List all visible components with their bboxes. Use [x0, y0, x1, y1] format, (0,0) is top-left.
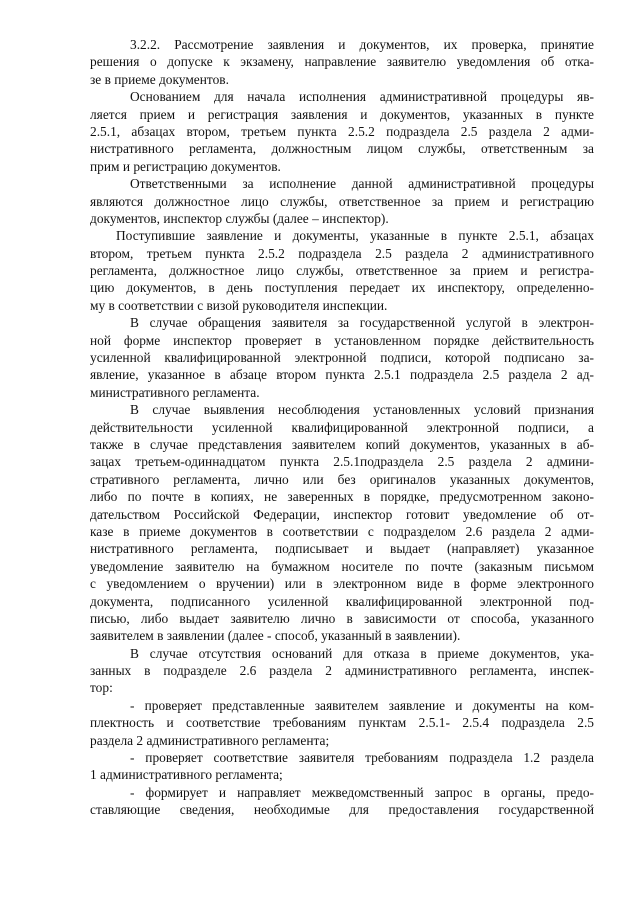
- text-line: раздела 2 административного регламента;: [90, 732, 330, 748]
- text-line: казе в приеме документов в соответствии с подразделом 2.6 раздела 2 адми-: [90, 523, 594, 539]
- paragraph-first-line: В случае отсутствия оснований для отказа в приеме документов, ука-: [130, 645, 594, 661]
- text-line: дательством Российской Федерации, инспектор готовит уведомление об от-: [90, 506, 594, 522]
- paragraph-first-line: Поступившие заявление и документы, указанные в пункте 2.5.1, абзацах: [116, 228, 594, 244]
- text-line: также в случае представления заявителем копий документов, указанных в аб-: [90, 436, 594, 452]
- paragraph-first-line: В случае обращения заявителя за государственной услугой в электрон-: [130, 315, 594, 331]
- text-line: заявителем в заявлении (далее - способ, указанный в заявлении).: [90, 628, 461, 644]
- text-line: уведомление заявителю на бумажном носителе по почте (заказным письмом: [90, 558, 594, 574]
- text-line: решения о допуске к экзамену, направление заявителю уведомления об отка-: [90, 54, 594, 70]
- text-line: плектность и соответствие требованиям пунктам 2.5.1- 2.5.4 подраздела 2.5: [90, 715, 594, 731]
- text-line: министративного регламента.: [90, 384, 260, 400]
- paragraph-first-line: Ответственными за исполнение данной административной процедуры: [130, 176, 594, 192]
- paragraph-first-line: В случае выявления несоблюдения установленных условий признания: [130, 402, 594, 418]
- text-line: 2.5.1, абзацах втором, третьем пункта 2.5.2 подраздела 2.5 раздела 2 адми-: [90, 123, 594, 139]
- list-item-first-line: - формирует и направляет межведомственный запрос в органы, предо-: [130, 784, 594, 800]
- text-line: стративного регламента, лично или без оригиналов указанных документов,: [90, 471, 594, 487]
- text-line: зацах третьем-одиннадцатом пункта 2.5.1подраздела 2.5 раздела 2 админи-: [90, 454, 594, 470]
- text-line: либо по почте в копиях, не заверенных в порядке, предусмотренном законо-: [90, 489, 594, 505]
- paragraph-first-line: Основанием для начала исполнения административной процедуры яв-: [130, 89, 594, 105]
- document-body: [90, 36, 594, 819]
- text-line: документа, подписанного усиленной квалифицированной электронной под-: [90, 593, 594, 609]
- text-line: прим и регистрацию документов.: [90, 158, 281, 174]
- text-line: ставляющие сведения, необходимые для предоставления государственной: [90, 802, 594, 818]
- text-line: нистративного регламента, должностным лицом службы, ответственным за: [90, 141, 594, 157]
- text-line: му в соответствии с визой руководителя инспекции.: [90, 297, 388, 313]
- text-line: втором, третьем пункта 2.5.2 подраздела 2.5 раздела 2 административного: [90, 245, 594, 261]
- text-line: регламента, должностное лицо службы, ответственное за прием и регистра-: [90, 263, 594, 279]
- text-line: цию документов, в день поступления передает их инспектору, определенно-: [90, 280, 594, 296]
- text-line: зе в приеме документов.: [90, 71, 229, 87]
- section-heading-line: 3.2.2. Рассмотрение заявления и документов, их проверка, принятие: [130, 37, 594, 52]
- text-line: 1 административного регламента;: [90, 767, 283, 783]
- text-line: тор:: [90, 680, 113, 696]
- text-line: действительности усиленной квалифицированной электронной подписи, а: [90, 419, 594, 435]
- list-item-first-line: - проверяет представленные заявителем заявление и документы на ком-: [130, 697, 594, 713]
- text-line: являются должностное лицо службы, ответственное за прием и регистрацию: [90, 193, 594, 209]
- text-line: нистративного регламента, подписывает и выдает (направляет) указанное: [90, 541, 594, 557]
- text-line: занных в подразделе 2.6 раздела 2 административного регламента, инспек-: [90, 663, 594, 679]
- text-line: ной форме инспектор проверяет в установленном порядке действительность: [90, 332, 594, 348]
- text-line: усиленной квалифицированной электронной подписи, которой подписано за-: [90, 350, 594, 366]
- text-line: явление, указанное в абзаце втором пункта 2.5.1 подраздела 2.5 раздела 2 ад-: [90, 367, 594, 383]
- text-line: писью, либо выдает заявителю лично в зависимости от способа, указанного: [90, 610, 594, 626]
- text-line: документов, инспектор службы (далее – инспектор).: [90, 210, 389, 226]
- list-item-first-line: - проверяет соответствие заявителя требованиям подраздела 1.2 раздела: [130, 750, 594, 766]
- text-line: с уведомлением о вручении) или в электронном виде в форме электронного: [90, 576, 594, 592]
- text-line: ляется прием и регистрация заявления и документов, указанных в пункте: [90, 106, 594, 122]
